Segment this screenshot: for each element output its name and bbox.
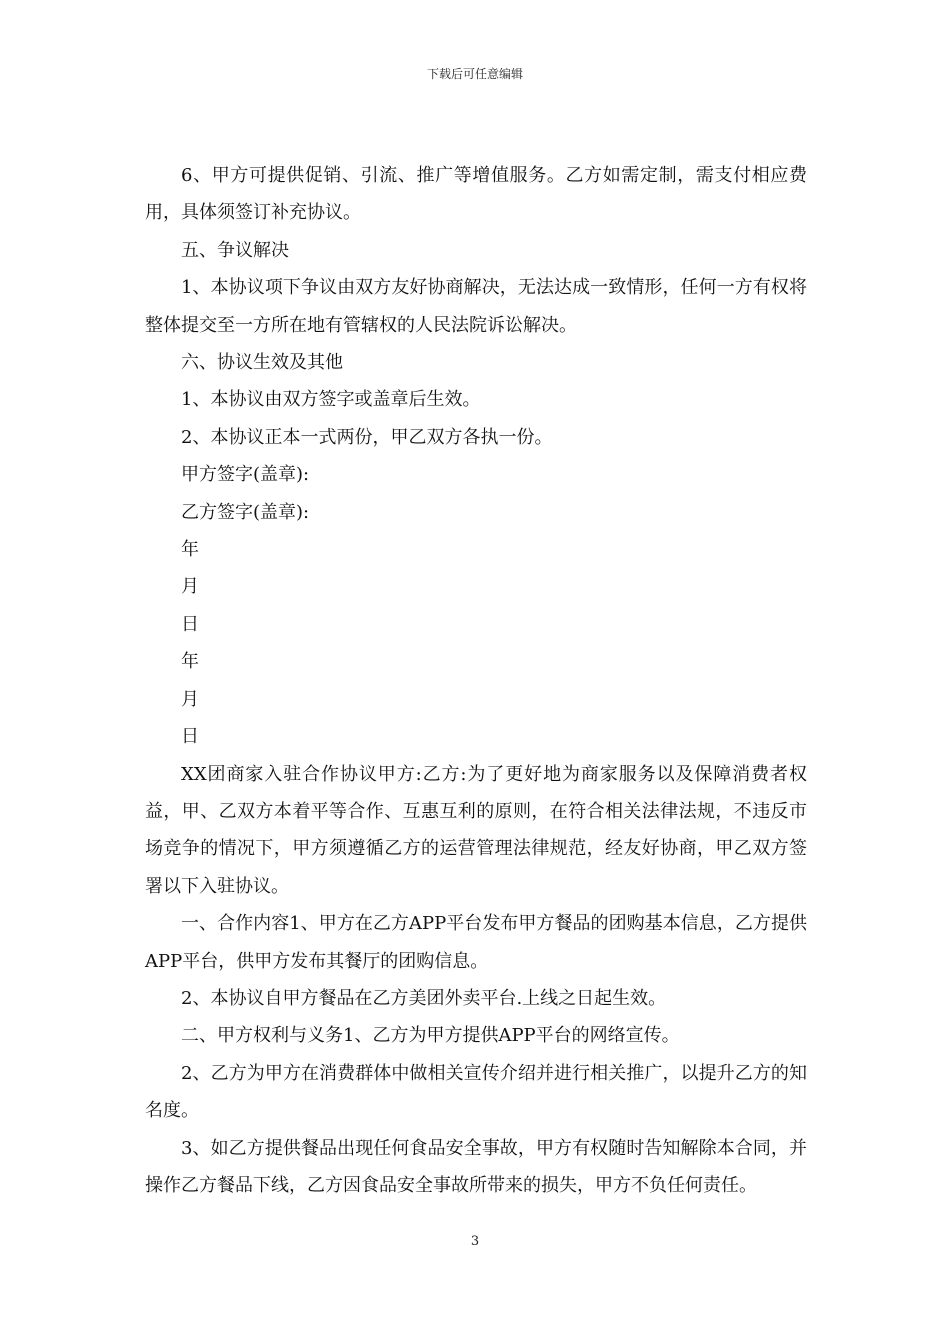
document-body <box>145 157 807 1204</box>
date-year-label: 年 <box>181 651 199 673</box>
date-year-label: 年 <box>181 539 199 561</box>
party-b-signature-line: 乙方签字(盖章): <box>181 501 310 523</box>
paragraph-dispute-clause-1: 1、本协议项下争议由双方友好协商解决，无法达成一致情形，任何一方有权将整体提交至一方所在地有管辖权的人民法院诉讼解决。 <box>145 277 807 336</box>
section-heading-effectiveness: 六、协议生效及其他 <box>181 352 343 374</box>
party-a-signature-line: 甲方签字(盖章): <box>181 464 310 486</box>
date-day-label: 日 <box>181 613 199 635</box>
paragraph-6-value-added-services: 6、甲方可提供促销、引流、推广等增值服务。乙方如需定制，需支付相应费用，具体须签订补充协议。 <box>145 165 807 224</box>
paragraph-party-a-rights-2: 2、乙方为甲方在消费群体中做相关宣传介绍并进行相关推广，以提升乙方的知名度。 <box>145 1062 807 1122</box>
date-day-label: 日 <box>181 726 199 748</box>
paragraph-cooperation-content-2: 2、本协议自甲方餐品在乙方美团外卖平台.上线之日起生效。 <box>181 987 667 1009</box>
date-month-label: 月 <box>181 688 199 710</box>
page-number: 3 <box>470 1234 480 1249</box>
section-heading-dispute-resolution: 五、争议解决 <box>181 239 289 261</box>
paragraph-agreement-preamble: XX团商家入驻合作协议甲方:乙方:为了更好地为商家服务以及保障消费者权益，甲、乙双方本着平等合作、互惠互利的原则，在符合相关法律法规，不违反市场竞争的情况下，甲方须遵循乙方的运营管理法律规范，经友好协商，甲乙双方签署以下入驻协议。 <box>145 763 807 897</box>
page-header: 下载后可任意编辑 <box>426 67 523 81</box>
paragraph-effectiveness-2: 2、本协议正本一式两份，甲乙双方各执一份。 <box>181 426 553 448</box>
paragraph-effectiveness-1: 1、本协议由双方签字或盖章后生效。 <box>181 389 481 411</box>
paragraph-party-a-rights-3: 3、如乙方提供餐品出现任何食品安全事故，甲方有权随时告知解除本合同，并操作乙方餐品下线，乙方因食品安全事故所带来的损失，甲方不负任何责任。 <box>145 1137 807 1196</box>
paragraph-party-a-rights-1: 二、甲方权利与义务1、乙方为甲方提供APP平台的网络宣传。 <box>181 1025 680 1047</box>
date-month-label: 月 <box>181 576 199 598</box>
paragraph-cooperation-content-1: 一、合作内容1、甲方在乙方APP平台发布甲方餐品的团购基本信息，乙方提供APP平台，供甲方发布其餐厅的团购信息。 <box>145 913 807 972</box>
